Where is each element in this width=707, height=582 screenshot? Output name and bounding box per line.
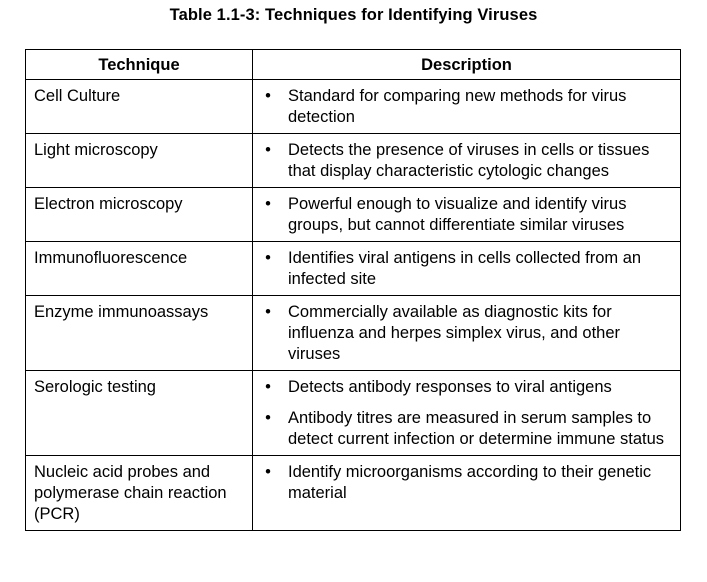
technique-cell: Light microscopy	[26, 134, 253, 188]
bullet-icon: •	[265, 463, 271, 481]
description-text: Commercially available as diagnostic kits for influenza and herpes simplex virus, and other viruses	[288, 303, 621, 363]
table-caption: Table 1.1-3: Techniques for Identifying Viruses	[169, 6, 538, 24]
description-list	[261, 86, 672, 128]
description-cell	[253, 188, 681, 242]
list-item	[261, 408, 672, 450]
description-text: Detects the presence of viruses in cells or tissues that display characteristic cytologic changes	[288, 141, 650, 180]
description-cell	[253, 242, 681, 296]
description-text: Standard for comparing new methods for virus detection	[288, 87, 627, 126]
header-description: Description	[253, 50, 681, 80]
list-item	[261, 302, 672, 365]
description-text: Identifies viral antigens in cells collected from an infected site	[288, 249, 642, 288]
description-cell	[253, 371, 681, 456]
description-list	[261, 140, 672, 182]
description-cell	[253, 80, 681, 134]
list-item	[261, 248, 672, 290]
table-row	[26, 296, 681, 371]
description-cell	[253, 134, 681, 188]
bullet-icon: •	[265, 378, 271, 396]
description-text: Powerful enough to visualize and identify virus groups, but cannot differentiate similar viruses	[288, 195, 627, 234]
list-item	[261, 194, 672, 236]
list-item	[261, 462, 672, 504]
technique-cell: Enzyme immunoassays	[26, 296, 253, 371]
description-list	[261, 302, 672, 365]
technique-cell: Cell Culture	[26, 80, 253, 134]
bullet-icon: •	[265, 249, 271, 267]
description-list	[261, 248, 672, 290]
bullet-icon: •	[265, 195, 271, 213]
header-technique: Technique	[26, 50, 253, 80]
bullet-icon: •	[265, 303, 271, 321]
technique-cell: Serologic testing	[26, 371, 253, 456]
header-row	[26, 50, 681, 80]
list-item	[261, 86, 672, 128]
description-list	[261, 462, 672, 504]
bullet-icon: •	[265, 409, 271, 427]
description-list	[261, 194, 672, 236]
description-list	[261, 377, 672, 450]
description-text: Antibody titres are measured in serum samples to detect current infection or determine immune status	[288, 409, 665, 448]
table-row	[26, 80, 681, 134]
list-item	[261, 377, 672, 398]
list-item	[261, 140, 672, 182]
table-row	[26, 371, 681, 456]
table-body	[26, 80, 681, 531]
bullet-icon: •	[265, 141, 271, 159]
technique-cell: Nucleic acid probes and polymerase chain reaction (PCR)	[26, 456, 253, 531]
table-row	[26, 242, 681, 296]
technique-cell: Immunofluorescence	[26, 242, 253, 296]
techniques-table	[25, 49, 681, 531]
description-cell	[253, 296, 681, 371]
table-row	[26, 188, 681, 242]
bullet-icon: •	[265, 87, 271, 105]
table-row	[26, 134, 681, 188]
description-text: Identify microorganisms according to their genetic material	[288, 463, 652, 502]
description-text: Detects antibody responses to viral antigens	[288, 378, 612, 396]
technique-cell: Electron microscopy	[26, 188, 253, 242]
description-cell	[253, 456, 681, 531]
table-row	[26, 456, 681, 531]
